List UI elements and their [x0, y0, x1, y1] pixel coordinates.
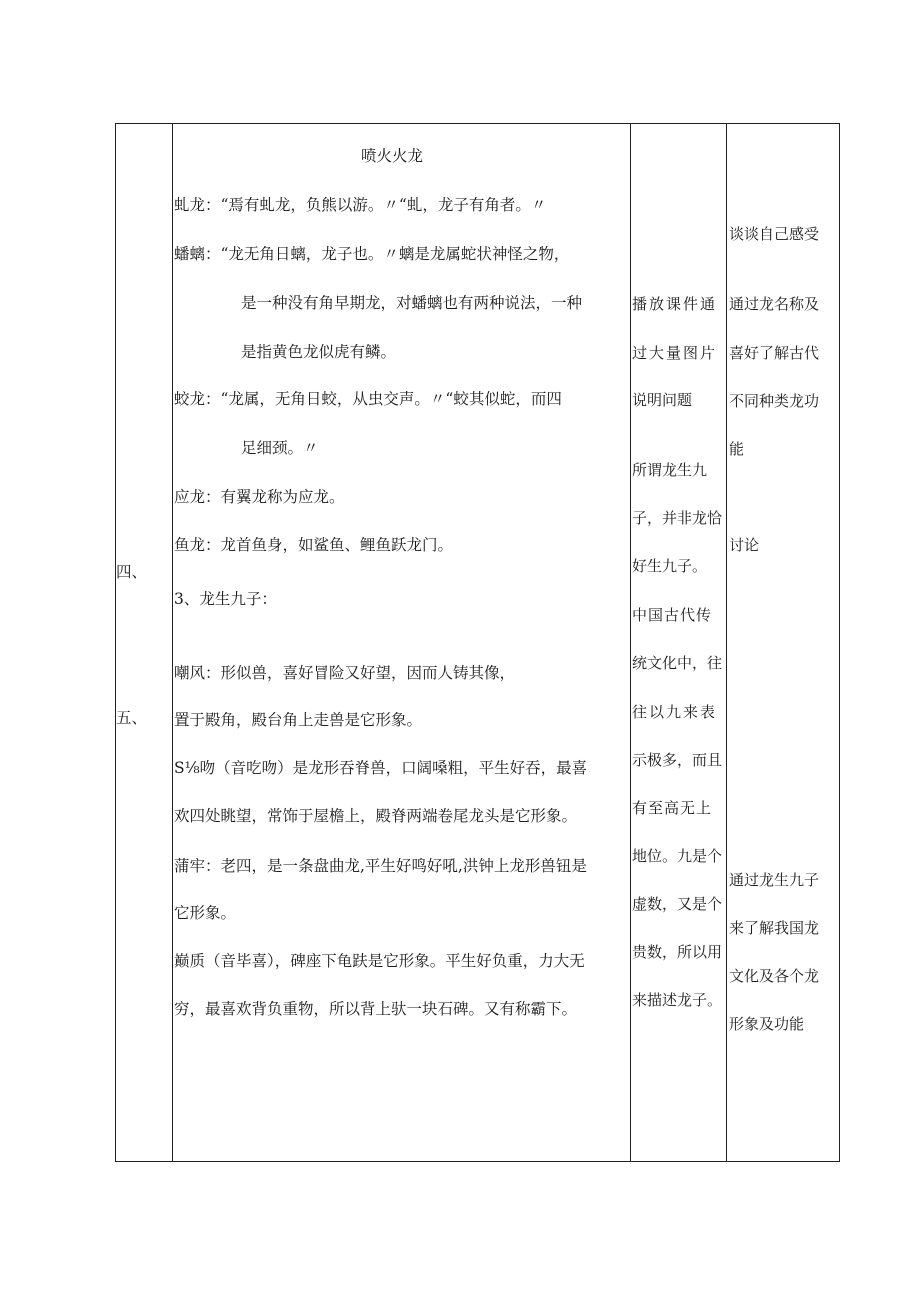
teacher-line: 所谓龙生九 [632, 461, 708, 479]
teacher-line: 播放课件通 [632, 295, 718, 313]
table-bottom-border [115, 1161, 840, 1162]
section-four-label: 四、 [116, 563, 148, 581]
paragraph-qiulong: 虬龙：“焉有虬龙，负熊以游。〃“虬，龙子有角者。〃 [174, 196, 547, 214]
heading-nine-sons: 3、龙生九子： [174, 590, 277, 608]
column-divider-1 [172, 123, 173, 1162]
student-line: 不同种类龙功 [729, 392, 820, 410]
column-divider-3 [726, 123, 727, 1162]
column-divider-2 [630, 123, 631, 1162]
student-line: 通过龙生九子 [729, 871, 820, 889]
teacher-line: 过大量图片 [632, 344, 718, 362]
paragraph-yulong: 鱼龙：龙首鱼身，如鲨鱼、鲤鱼跃龙门。 [174, 536, 454, 554]
teacher-line: 说明问题 [632, 391, 693, 409]
paragraph-pulao: 蒲牢：老四，是一条盘曲龙,平生好鸣好吼,洪钟上龙形兽钮是 [174, 857, 587, 875]
teacher-line: 子，并非龙恰 [632, 509, 723, 527]
teacher-line: 往以九来表 [632, 703, 718, 721]
student-line: 能 [729, 440, 745, 458]
paragraph-chaofeng-cont: 置于殿角，殿台角上走兽是它形象。 [174, 711, 423, 729]
section-five-label: 五、 [116, 709, 148, 727]
teacher-line: 有至高无上 [632, 799, 713, 817]
paragraph-bixi: 巅质（音毕喜），碑座下龟趺是它形象。平生好负重，力大无 [174, 952, 585, 970]
student-line: 讨论 [729, 536, 760, 554]
content-title: 喷火火龙 [361, 147, 424, 165]
teacher-line: 来描述龙子。 [632, 991, 723, 1009]
student-line: 喜好了解古代 [729, 344, 820, 362]
student-line: 文化及各个龙 [729, 967, 820, 985]
paragraph-chiwen: S⅛吻（音吃吻）是龙形吞脊兽，口阔嗓粗，平生好吞，最喜 [174, 759, 588, 777]
paragraph-pulao-cont: 它形象。 [174, 904, 237, 922]
teacher-line: 贵数，所以用 [632, 943, 723, 961]
student-line: 来了解我国龙 [729, 919, 820, 937]
paragraph-bixi-cont: 穷，最喜欢背负重物，所以背上驮一块石碑。又有称霸下。 [174, 1000, 578, 1018]
table-top-border [115, 123, 840, 124]
table-left-border [115, 123, 116, 1162]
student-line: 谈谈自己感受 [729, 225, 820, 243]
paragraph-chaofeng: 嘲风：形似兽，喜好冒险又好望，因而人铸其像， [174, 664, 516, 682]
paragraph-chiwen-cont: 欢四处眺望，常饰于屋檐上，殿脊两端卷尾龙头是它形象。 [174, 807, 578, 825]
teacher-line: 好生九子。 [632, 557, 708, 575]
student-line: 形象及功能 [729, 1015, 805, 1033]
student-line: 通过龙名称及 [729, 295, 820, 313]
paragraph-jiaolong-cont: 足细颈。〃 [241, 439, 319, 457]
teacher-line: 示极多，而且 [632, 751, 723, 769]
paragraph-yinglong: 应龙：有翼龙称为应龙。 [174, 488, 345, 506]
paragraph-jiaolong: 蛟龙：“龙属，无角日蛟，从虫交声。〃“蛟其似蛇，而四 [174, 390, 562, 408]
teacher-line: 中国古代传 [632, 606, 713, 624]
paragraph-panchi-cont-1: 是一种没有角早期龙，对蟠螭也有两种说法，一种 [241, 294, 583, 312]
paragraph-panchi-cont-2: 是指黄色龙似虎有鳞。 [241, 343, 397, 361]
table-right-border [839, 123, 840, 1162]
teacher-line: 地位。九是个 [632, 847, 723, 865]
teacher-line: 虚数，又是个 [632, 895, 723, 913]
paragraph-panchi: 蟠螭：“龙无角日螭，龙子也。〃螭是龙属蛇状神怪之物， [174, 245, 570, 263]
teacher-line: 统文化中，往 [632, 654, 723, 672]
